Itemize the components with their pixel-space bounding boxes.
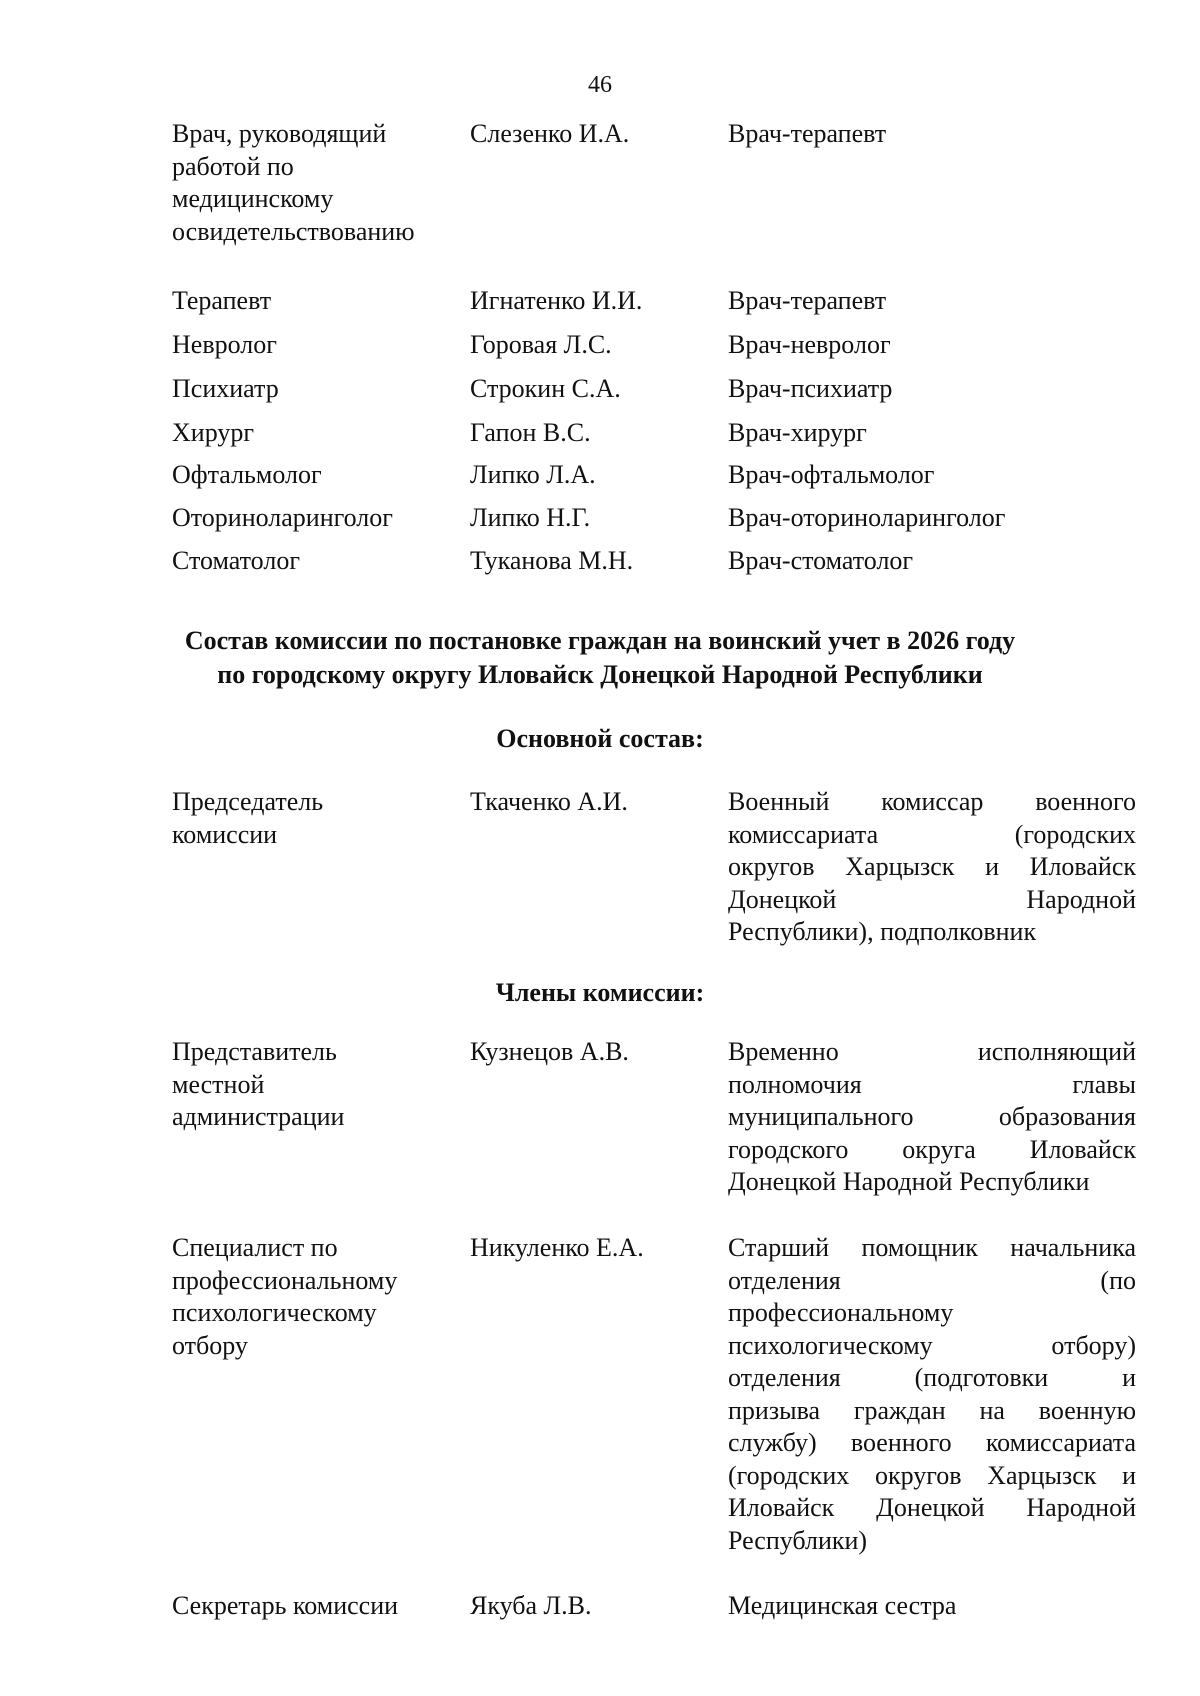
doctor-position: Врач-оториноларинголог	[728, 503, 1006, 532]
member-position	[728, 1036, 1136, 1199]
position-line: Временно исполняющий	[728, 1037, 1136, 1066]
page-number: 46	[588, 72, 612, 98]
doctor-role: Стоматолог	[172, 546, 300, 575]
role-line: психологическому	[172, 1298, 377, 1327]
main-composition-heading: Основной состав:	[496, 724, 704, 753]
doctor-name: Горовая Л.С.	[470, 330, 612, 359]
member-role: Секретарь комиссии	[172, 1591, 399, 1620]
doctor-position: Врач-терапевт	[728, 119, 887, 148]
members-heading: Члены комиссии:	[495, 978, 705, 1007]
chairman-name: Ткаченко А.И.	[470, 787, 628, 816]
member-role	[172, 1036, 442, 1134]
doctor-name: Слезенко И.А.	[470, 119, 630, 148]
doctor-position: Врач-офтальмолог	[728, 460, 935, 489]
role-line: медицинскому	[172, 184, 334, 213]
role-line: Председатель	[172, 787, 324, 816]
position-line: службу) военного комиссариата	[728, 1428, 1136, 1457]
doctor-role: Оториноларинголог	[172, 503, 393, 532]
doctor-role: Хирург	[172, 418, 255, 447]
position-line: отделения (подготовки и	[728, 1363, 1136, 1392]
role-line: Специалист по	[172, 1233, 338, 1262]
doctor-name: Липко Л.А.	[470, 460, 596, 489]
member-name: Никуленко Е.А.	[470, 1233, 644, 1262]
doctor-position: Врач-хирург	[728, 418, 867, 447]
role-line: администрации	[172, 1102, 345, 1131]
chairman-role	[172, 786, 442, 851]
position-line: профессиональному	[728, 1298, 954, 1327]
position-line: комиссариата (городских	[728, 819, 1136, 849]
position-line: Военный комиссар военного	[728, 787, 1136, 816]
position-line: Старший помощник начальника	[728, 1233, 1136, 1262]
position-line: Донецкой Народной Республики	[728, 1167, 1090, 1196]
doctor-role: Психиатр	[172, 374, 279, 403]
position-line: призыва граждан на военную	[728, 1395, 1136, 1425]
doctor-role	[172, 118, 442, 248]
member-position: Медицинская сестра	[728, 1591, 957, 1620]
role-line: местной	[172, 1069, 265, 1099]
doctor-position: Врач-терапевт	[728, 286, 887, 315]
position-line: психологическому отбору)	[728, 1330, 1136, 1360]
role-line: работой по	[172, 151, 294, 181]
position-line: муниципального образования	[728, 1102, 1136, 1131]
doctor-role: Невролог	[172, 330, 277, 359]
position-line: отделения (по	[728, 1265, 1136, 1295]
position-line: полномочия главы	[728, 1069, 1136, 1099]
doctor-name: Игнатенко И.И.	[470, 286, 643, 315]
section-title-line: Состав комиссии по постановке граждан на воинский учет в 2026 году	[184, 626, 1016, 655]
doctor-role: Терапевт	[172, 286, 272, 315]
section-title	[0, 624, 1200, 692]
role-line: комиссии	[172, 819, 278, 849]
doctor-name: Гапон В.С.	[470, 418, 591, 447]
doctor-name: Липко Н.Г.	[470, 503, 591, 532]
position-line: Республики)	[728, 1525, 868, 1555]
member-name: Кузнецов А.В.	[470, 1037, 629, 1066]
role-line: Представитель	[172, 1037, 337, 1066]
doctor-role: Офтальмолог	[172, 460, 322, 489]
section-title-line: по городскому округу Иловайск Донецкой Народной Республики	[217, 660, 983, 689]
doctor-position: Врач-невролог	[728, 330, 891, 359]
doctor-name: Туканова М.Н.	[470, 546, 634, 575]
position-line: Донецкой Народной	[728, 884, 1136, 914]
position-line: (городских округов Харцызск и	[728, 1460, 1136, 1490]
member-name: Якуба Л.В.	[470, 1591, 592, 1620]
role-line: Врач, руководящий	[172, 119, 387, 148]
role-line: отбору	[172, 1330, 248, 1360]
doctor-position: Врач-стоматолог	[728, 546, 914, 575]
chairman-position	[728, 786, 1136, 949]
position-line: Республики), подполковник	[728, 917, 1037, 946]
position-line: городского округа Иловайск	[728, 1134, 1136, 1164]
role-line: освидетельствованию	[172, 216, 415, 246]
position-line: округов Харцызск и Иловайск	[728, 852, 1136, 881]
position-line: Иловайск Донецкой Народной	[728, 1493, 1136, 1522]
role-line: профессиональному	[172, 1265, 398, 1295]
doctor-position: Врач-психиатр	[728, 374, 893, 403]
doctor-name: Строкин С.А.	[470, 374, 621, 403]
member-position	[728, 1232, 1136, 1557]
member-role	[172, 1232, 442, 1362]
